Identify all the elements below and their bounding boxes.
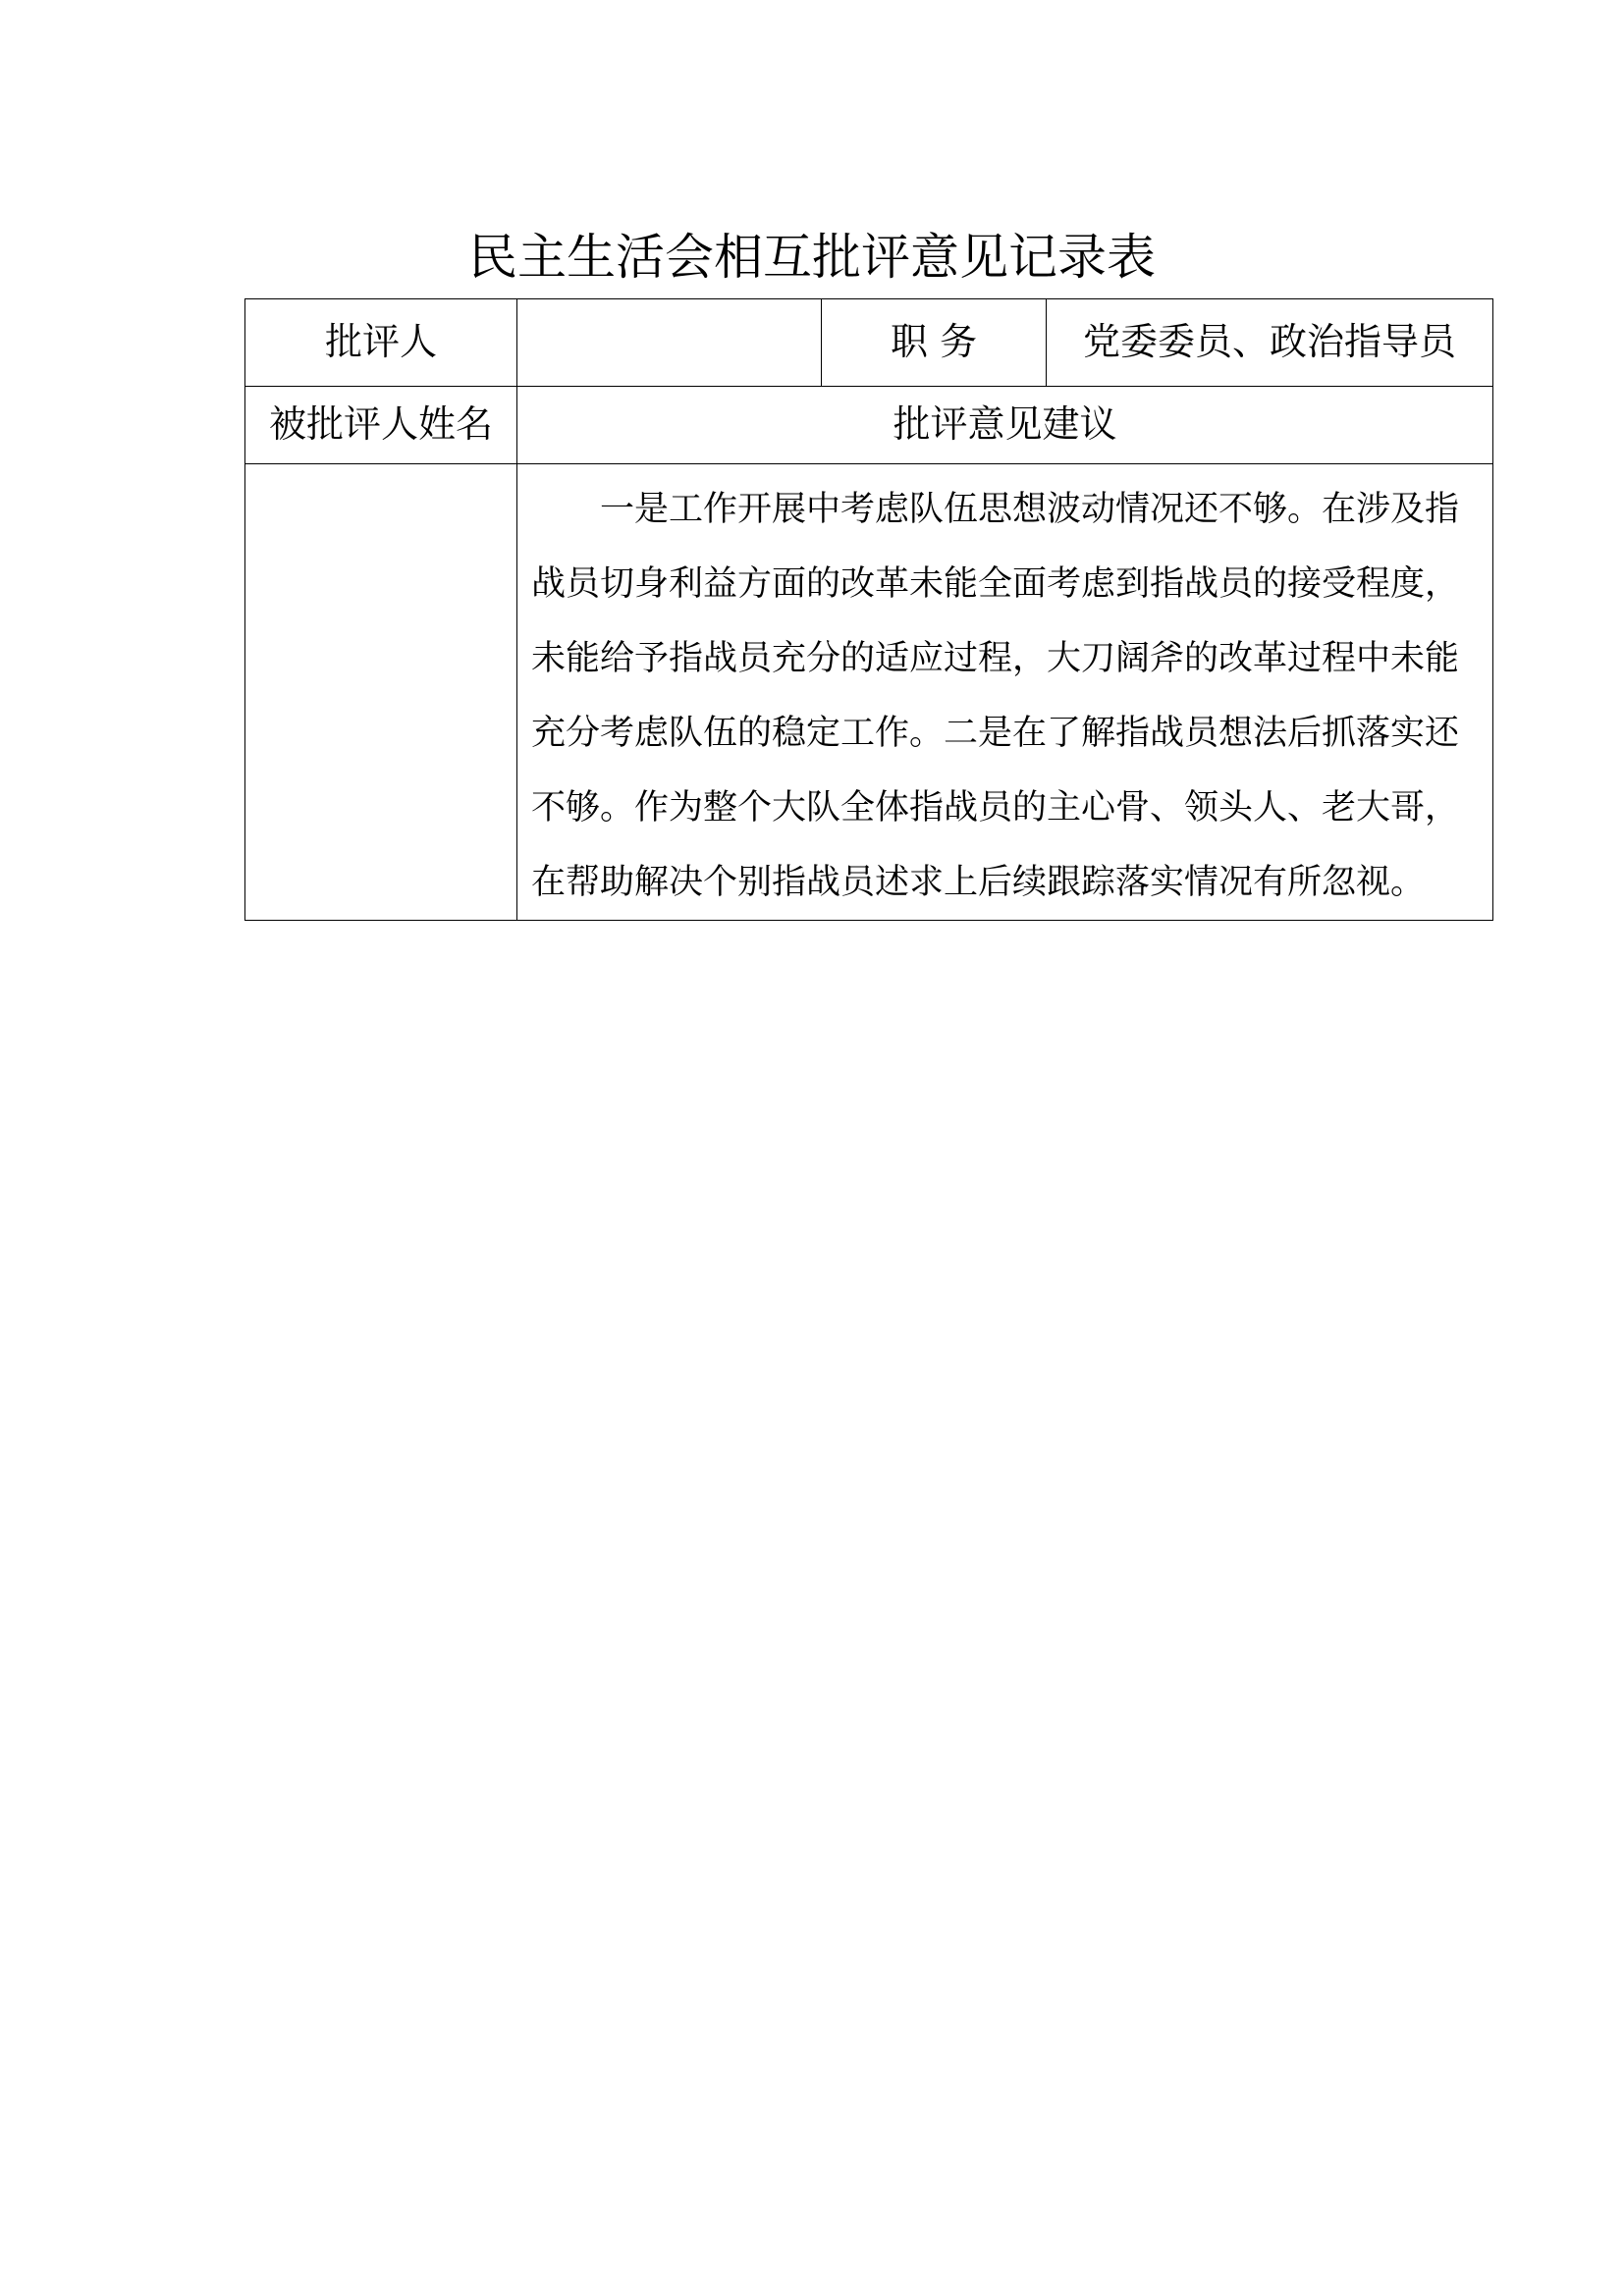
- criticized-name-label: 被批评人姓名: [245, 387, 517, 464]
- opinion-label: 批评意见建议: [517, 387, 1493, 464]
- opinion-text: 一是工作开展中考虑队伍思想波动情况还不够。在涉及指战员切身利益方面的改革未能全面考虑到指战员的接受程度，未能给予指战员充分的适应过程，大刀阔斧的改革过程中未能充分考虑队伍的稳定工作。二是在了解指战员想法后抓落实还不够。作为整个大队全体指战员的主心骨、领头人、老大哥，在帮助解决个别指战员述求上后续跟踪落实情况有所忽视。: [517, 464, 1493, 921]
- criticism-record-table: [244, 298, 1493, 921]
- table-row-critic: [245, 299, 1493, 387]
- table-row-opinion: [245, 464, 1493, 921]
- critic-label: 批评人: [245, 299, 517, 387]
- position-label: 职 务: [822, 299, 1047, 387]
- position-value: 党委委员、政治指导员: [1047, 299, 1493, 387]
- table-row-headers: [245, 387, 1493, 464]
- document-title: 民主生活会相互批评意见记录表: [468, 229, 1156, 286]
- critic-value: [517, 299, 822, 387]
- criticized-name-value: [245, 464, 517, 921]
